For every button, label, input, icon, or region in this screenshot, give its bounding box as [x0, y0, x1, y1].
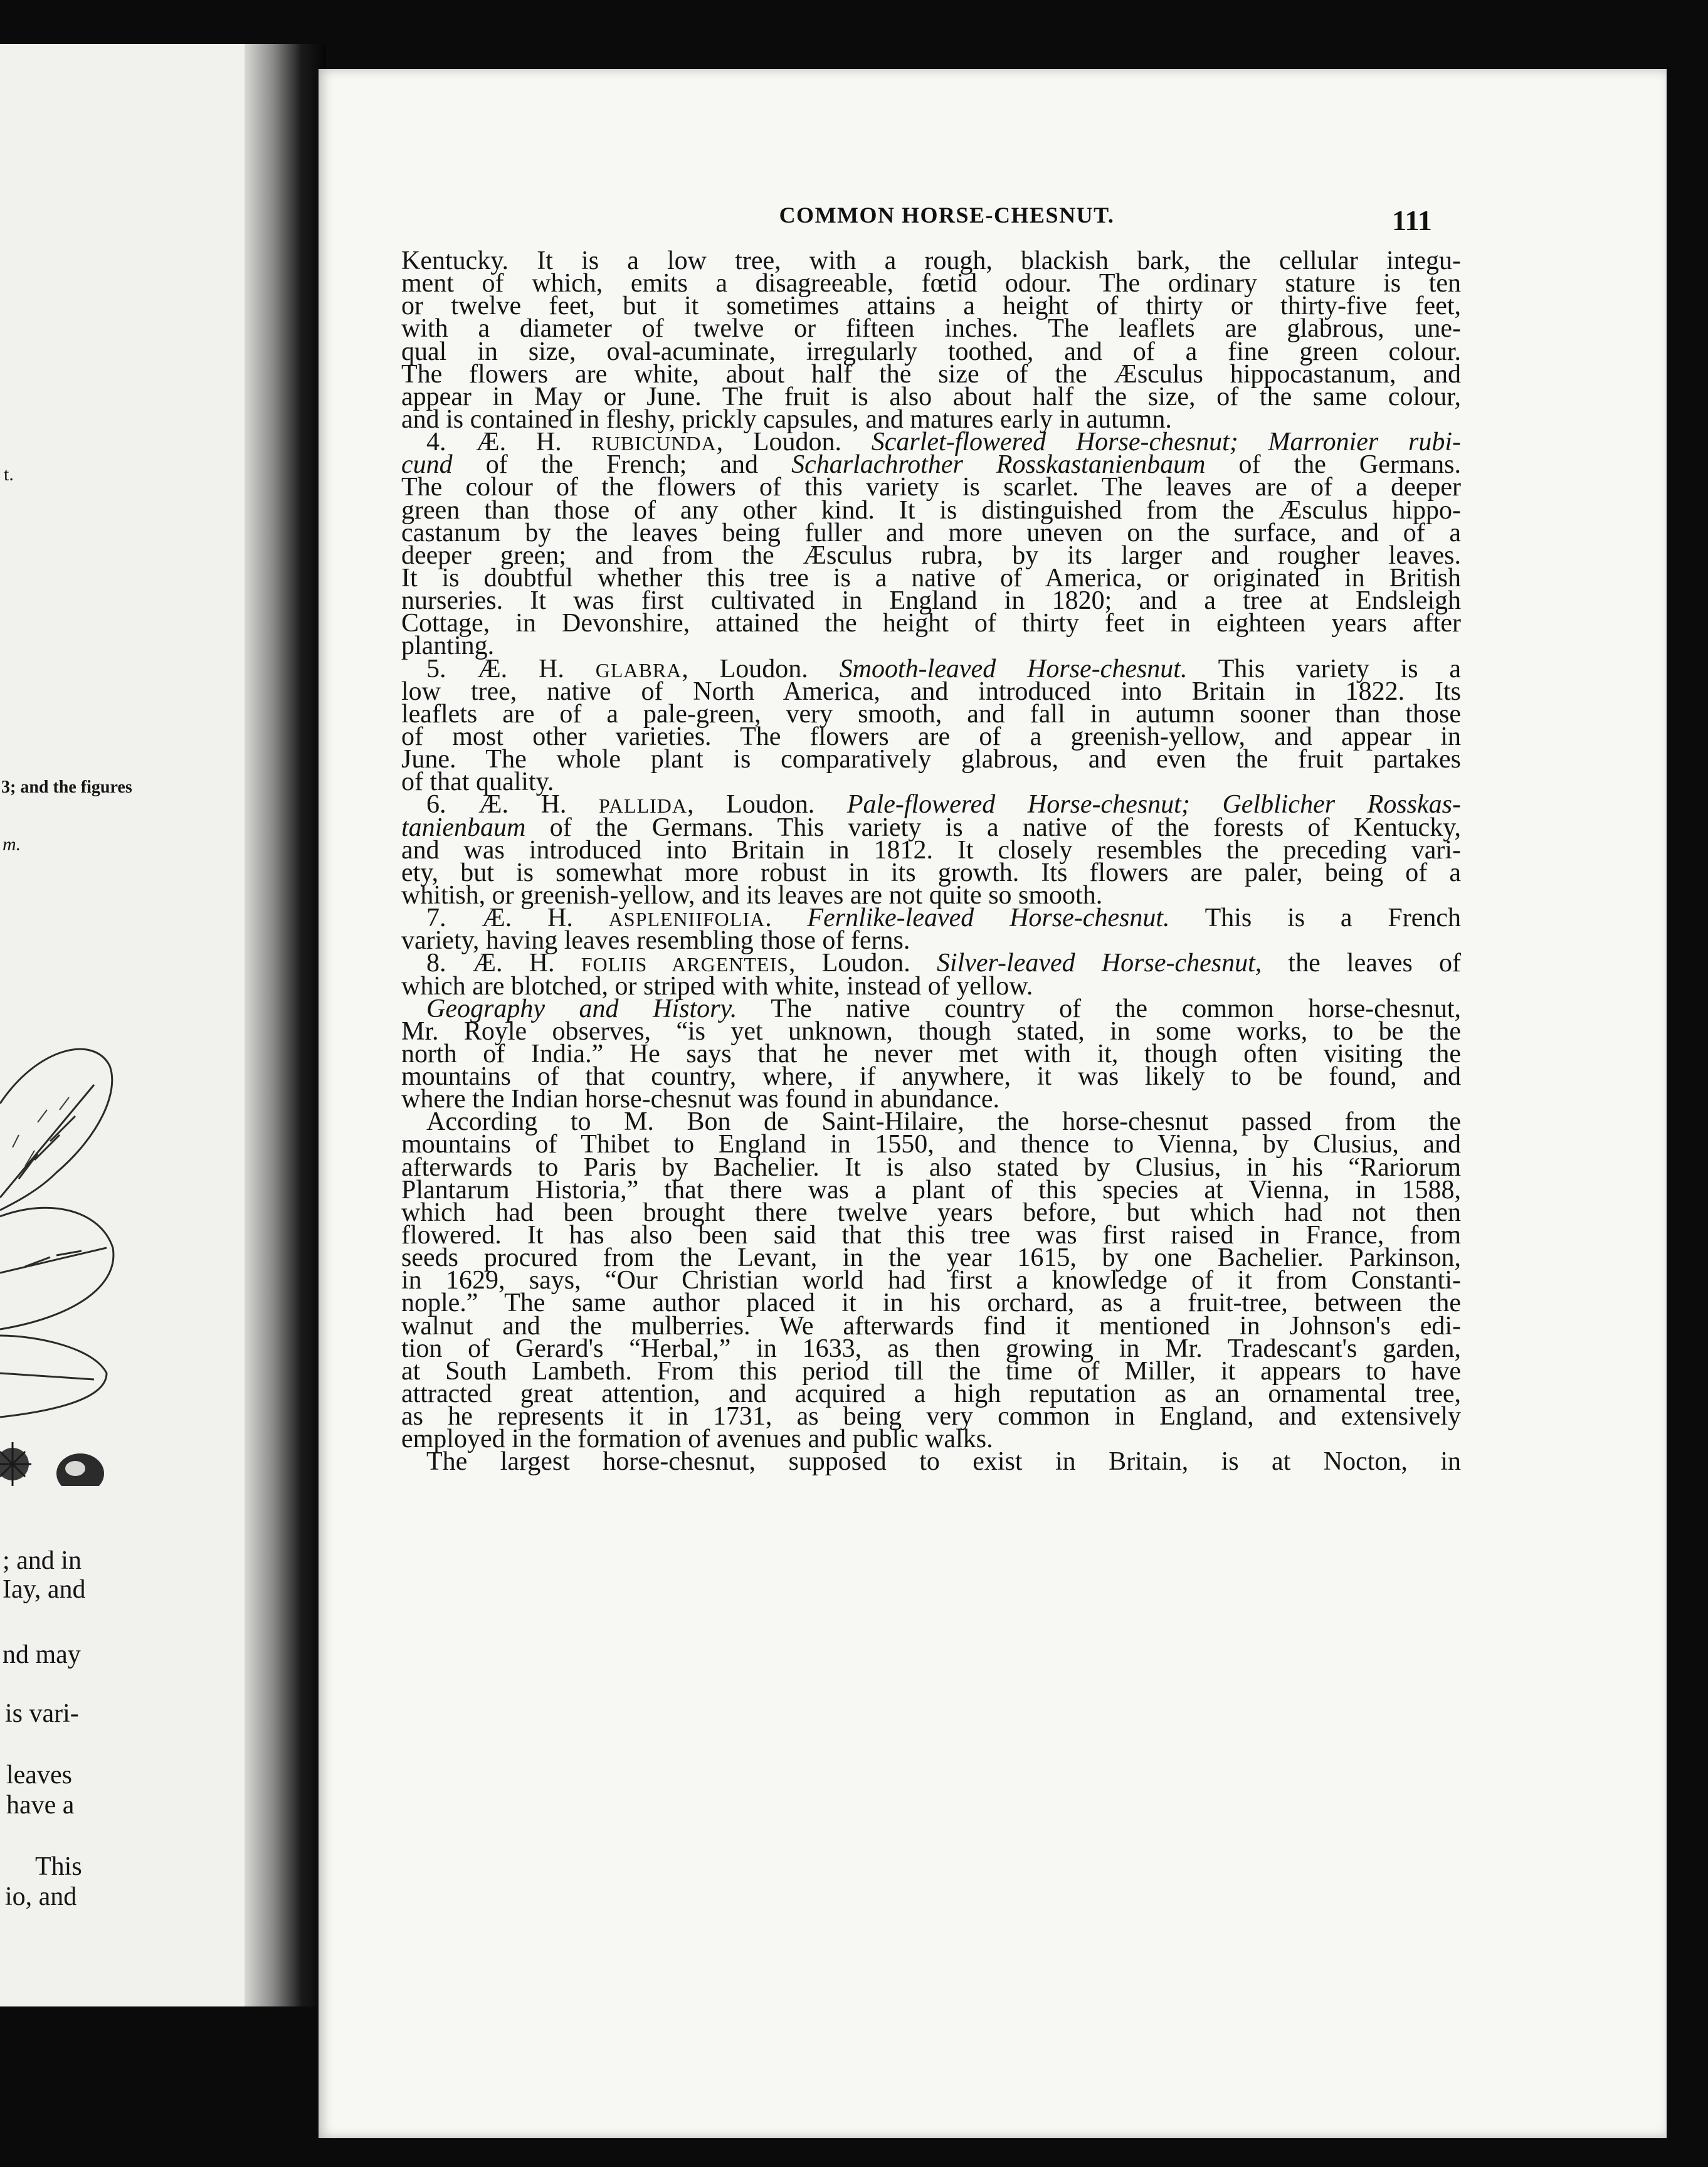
- text-line: walnut and the mulberries. We afterwards find it mentioned in Johnson's edi-: [401, 1311, 1461, 1341]
- left-fragment: This: [35, 1852, 82, 1881]
- text-line: tion of Gerard's “Herbal,” in 1633, as then growing in Mr. Tradescant's garden,: [401, 1334, 1461, 1363]
- text-line: cund of the French; and Scharlachrother Rosskastanienbaum of the Germans.: [401, 450, 1461, 480]
- variety-heading: 6. Æ. H. PALLIDA, Loudon. Pale-flowered Horse-chesnut; Gelblicher Rosskas-: [426, 790, 1461, 820]
- body-text: [401, 246, 1462, 1892]
- text-line: leaflets are of a pale-green, very smooth, and fall in autumn sooner than those: [401, 699, 1461, 729]
- page-title: COMMON HORSE-CHESNUT.: [779, 203, 1115, 228]
- nut-icon: [56, 1453, 104, 1486]
- text-line: and was introduced into Britain in 1812. It closely resembles the preceding vari-: [401, 835, 1461, 865]
- text-line: The flowers are white, about half the size of the Æsculus hippocastanum, and: [401, 359, 1461, 389]
- text-line: as he represents it in 1731, as being very common in England, and extensively: [401, 1402, 1461, 1431]
- text-line: June. The whole plant is comparatively glabrous, and even the fruit partakes: [401, 745, 1461, 774]
- text-line: qual in size, oval-acuminate, irregularly toothed, and of a fine green colour.: [401, 337, 1461, 366]
- text-line: of most other varieties. The flowers are of a greenish-yellow, and appear in: [401, 722, 1461, 751]
- text-line: and is contained in fleshy, prickly capsules, and matures early in autumn.: [401, 404, 1172, 434]
- husk-icon: [0, 1442, 31, 1486]
- text-line: ety, but is somewhat more robust in its growth. Its flowers are paler, being of a: [401, 858, 1461, 887]
- text-line: nurseries. It was first cultivated in England in 1820; and a tree at Endsleigh: [401, 586, 1461, 616]
- text-line: or twelve feet, but it sometimes attains a height of thirty or thirty-five feet,: [401, 292, 1461, 321]
- left-fragment: t.: [4, 464, 14, 485]
- text-line: Mr. Royle observes, “is yet unknown, though stated, in some works, to be the: [401, 1016, 1461, 1046]
- text-line: of that quality.: [401, 767, 554, 797]
- variety-heading: 4. Æ. H. RUBICUNDA, Loudon. Scarlet-flowered Horse-chesnut; Marronier rubi-: [426, 428, 1462, 457]
- text-line: green than those of any other kind. It is distinguished from the Æsculus hippo-: [401, 495, 1461, 525]
- book-gutter: [245, 44, 326, 2006]
- text-line: with a diameter of twelve or fifteen inches. The leaflets are glabrous, une-: [401, 314, 1461, 344]
- text-line: mountains of that country, where, if anywhere, it was likely to be found, and: [401, 1062, 1461, 1092]
- text-line: According to M. Bon de Saint-Hilaire, the horse-chesnut passed from the: [426, 1107, 1461, 1137]
- text-line: planting.: [401, 631, 495, 661]
- left-fragment: io, and: [5, 1882, 77, 1911]
- text-line: appear in May or June. The fruit is also about half the size, of the same colour,: [401, 382, 1461, 411]
- text-line: seeds procured from the Levant, in the year 1615, by one Bachelier. Parkinson,: [401, 1243, 1461, 1273]
- text-line: It is doubtful whether this tree is a native of America, or originated in British: [401, 563, 1461, 593]
- text-line: tanienbaum of the Germans. This variety is a native of the forests of Kentucky,: [401, 813, 1461, 842]
- text-line: which are blotched, or striped with white, instead of yellow.: [401, 971, 1033, 1001]
- left-fragment: leaves: [6, 1761, 72, 1790]
- text-line: which had been brought there twelve years before, but which had not then: [401, 1198, 1461, 1227]
- text-line: afterwards to Paris by Bachelier. It is also stated by Clusius, in his “Rariorum: [401, 1152, 1461, 1182]
- text-line: The colour of the flowers of this variety is scarlet. The leaves are of a deeper: [401, 473, 1461, 502]
- text-line: nople.” The same author placed it in his orchard, as a fruit-tree, between the: [401, 1289, 1461, 1318]
- text-line: attracted great attention, and acquired a high reputation as an ornamental tree,: [401, 1379, 1461, 1409]
- left-fragment: have a: [6, 1791, 75, 1820]
- text-line: where the Indian horse-chesnut was found in abundance.: [401, 1085, 1000, 1114]
- text-line: in 1629, says, “Our Christian world had first a knowledge of it from Constanti-: [401, 1266, 1461, 1295]
- variety-heading: 5. Æ. H. GLABRA, Loudon. Smooth-leaved Horse-chesnut. This variety is a: [426, 654, 1462, 683]
- section-heading: Geography and History. The native country of the common horse-chesnut,: [426, 994, 1461, 1023]
- left-fragment: 3; and the figures: [1, 778, 132, 797]
- text-line: low tree, native of North America, and introduced into Britain in 1822. Its: [401, 677, 1461, 706]
- text-line: Cottage, in Devonshire, attained the height of thirty feet in eighteen years after: [401, 609, 1461, 638]
- left-fragment: is vari-: [5, 1699, 79, 1728]
- left-fragment: m.: [3, 834, 21, 855]
- variety-heading: 8. Æ. H. FOLIIS ARGENTEIS, Loudon. Silver-leaved Horse-chesnut, the leaves of: [426, 949, 1461, 978]
- left-page-fragment: [0, 44, 276, 2006]
- left-fragment: Iay, and: [3, 1575, 86, 1604]
- text-line: castanum by the leaves being fuller and more uneven on the surface, and of a: [401, 518, 1461, 547]
- text-line: north of India.” He says that he never met with it, though often visiting the: [401, 1039, 1461, 1068]
- text-line: Plantarum Historia,” that there was a plant of this species at Vienna, in 1588,: [401, 1175, 1461, 1205]
- left-fragment: ; and in: [3, 1546, 82, 1575]
- text-line: flowered. It has also been said that this tree was first raised in France, from: [401, 1221, 1461, 1250]
- text-line: deeper green; and from the Æsculus rubra, by its larger and rougher leaves.: [401, 540, 1461, 570]
- page-number: 111: [1392, 204, 1432, 236]
- text-line: The largest horse-chesnut, supposed to exist in Britain, is at Nocton, in: [426, 1447, 1461, 1477]
- text-line: at South Lambeth. From this period till the time of Miller, it appears to have: [401, 1356, 1461, 1386]
- left-fragment: nd may: [3, 1640, 81, 1669]
- leaf-illustration: [0, 1010, 276, 1486]
- text-line: mountains of Thibet to England in 1550, and thence to Vienna, by Clusius, and: [401, 1130, 1461, 1159]
- variety-heading: 7. Æ. H. ASPLENIIFOLIA. Fernlike-leaved Horse-chesnut. This is a French: [426, 904, 1462, 933]
- text-line: employed in the formation of avenues and public walks.: [401, 1425, 993, 1454]
- text-line: ment of which, emits a disagreeable, fœtid odour. The ordinary stature is ten: [401, 269, 1461, 298]
- text-line: Kentucky. It is a low tree, with a rough, blackish bark, the cellular integu-: [401, 246, 1461, 275]
- text-line: whitish, or greenish-yellow, and its leaves are not quite so smooth.: [401, 880, 1103, 910]
- text-line: variety, having leaves resembling those of ferns.: [401, 926, 910, 956]
